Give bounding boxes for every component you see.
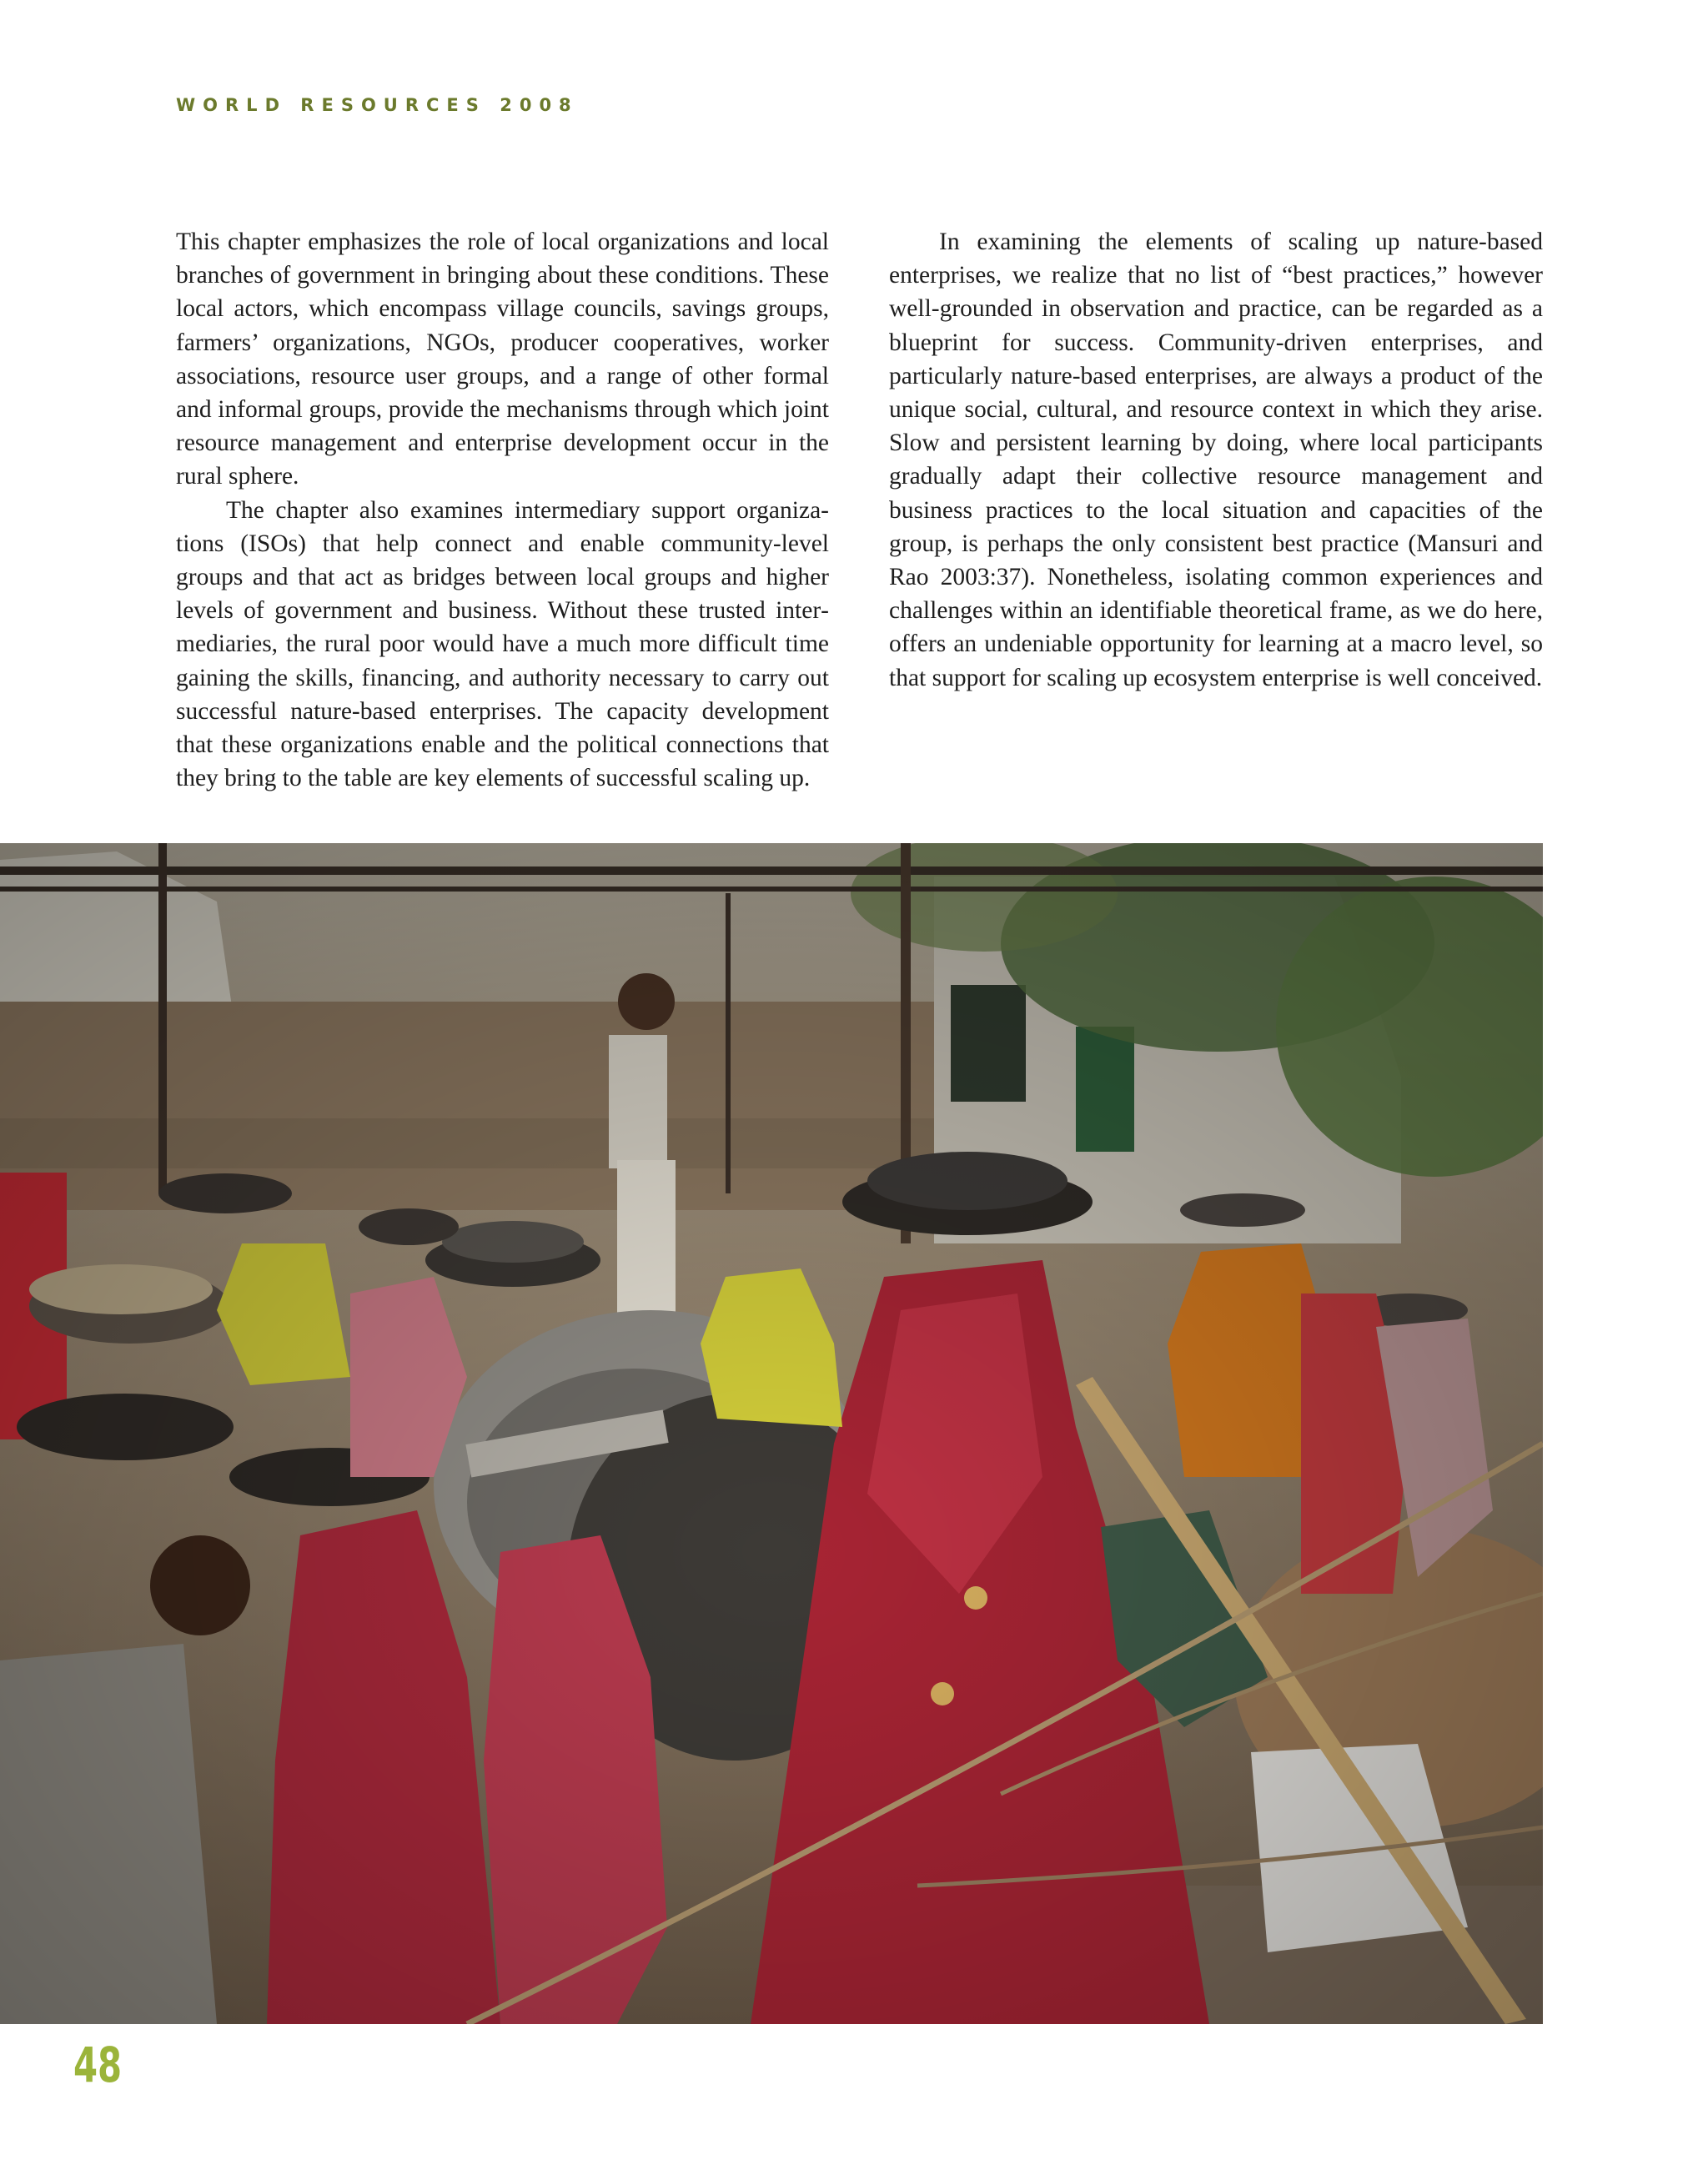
photo-construction-workers bbox=[0, 843, 1543, 2024]
page-number: 48 bbox=[73, 2037, 123, 2093]
paragraph: This chapter emphasizes the role of local organizations and local branches of government in bringing about these conditions. These local actors, which encompass village councils, savings groups, farmers’ organizations, NGOs, producer cooperatives, worker associations, resource user groups, and a range of other formal and informal groups, provide the mechanisms through which joint resource management and enterprise development occur in the rural sphere. bbox=[176, 229, 829, 490]
paragraph: The chapter also examines intermediary support organizations (ISOs) that help connect and enable community-level groups and that act as bridges between local groups and higher levels of government and business. Without these trusted intermediaries, the rural poor would have a much more difficult time gaining the skills, financing, and authority necessary to carry out successful nature-based enterprises. The capacity development that these organizations enable and the political connections that they bring to the table are key elements of successful scaling up. bbox=[176, 496, 829, 792]
text-column-right bbox=[889, 225, 1543, 695]
paragraph: In examining the elements of scaling up nature-based enterprises, we realize that no list of “best practices,” however well-grounded in observation and practice, can be regarded as a blueprint for success. Community-driven enterprises, and particularly nature-based enterprises, are always a product of the unique social, cultural, and resource context in which they arise. Slow and persistent learning by doing, where local participants gradually adapt their collective resource management and business practices to the local situation and capacities of the group, is perhaps the only consistent best practice (Mansuri and Rao 2003:37). Nonetheless, isolating common experiences and challenges within an identifiable theoretical frame, as we do here, offers an undeniable opportunity for learning at a macro level, so that support for scaling up ecosystem enterprise is well conceived. bbox=[889, 229, 1543, 691]
text-column-left bbox=[176, 225, 829, 795]
running-head: WORLD RESOURCES 2008 bbox=[176, 95, 579, 115]
